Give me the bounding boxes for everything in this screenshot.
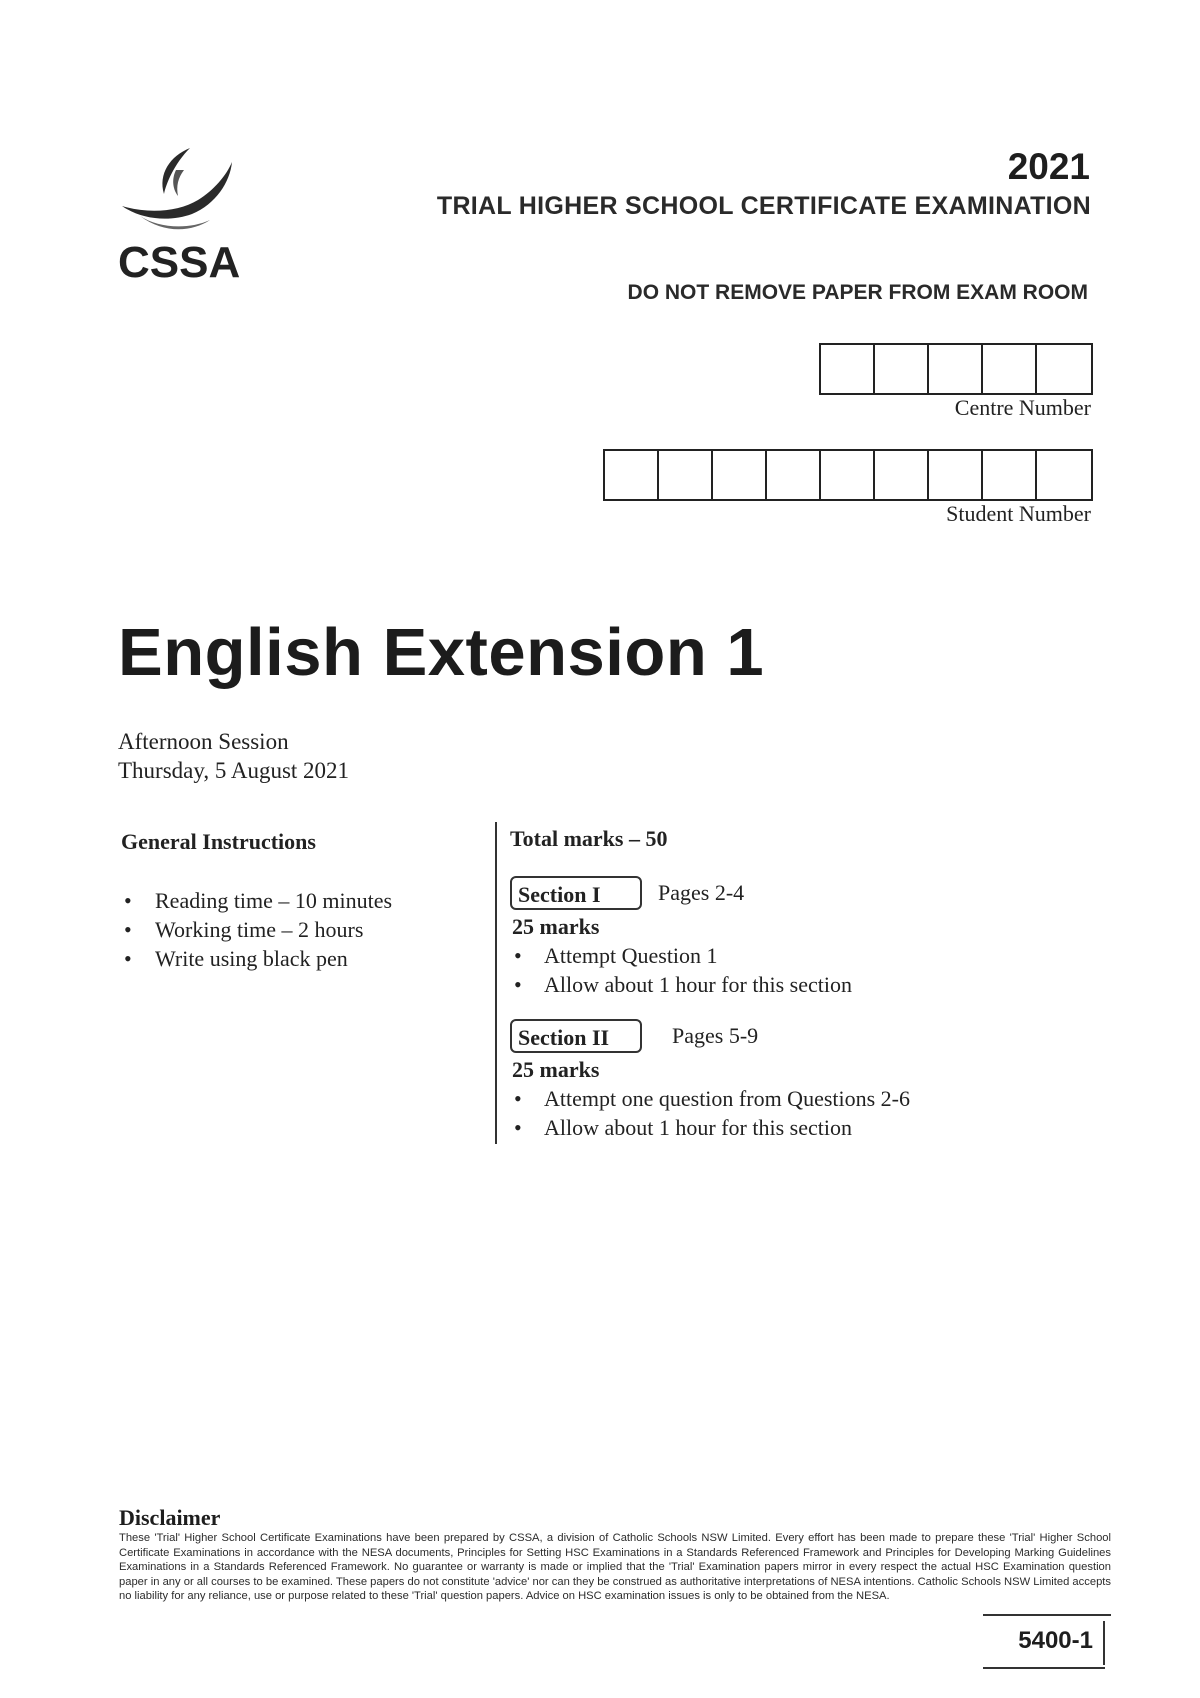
paper-code-underline: [983, 1667, 1105, 1669]
disclaimer-heading: Disclaimer: [119, 1505, 221, 1530]
section-two-block: [510, 1018, 1110, 1142]
total-marks: Total marks – 50: [510, 826, 668, 851]
instruction-item: • Write using black pen: [124, 944, 392, 973]
student-number-boxes[interactable]: [603, 449, 1093, 501]
centre-number-digit[interactable]: [1037, 345, 1091, 393]
paper-code-rule: [1103, 1621, 1105, 1665]
section-one-block: [510, 875, 1110, 999]
student-number-digit[interactable]: [659, 451, 713, 499]
marks-column: [510, 826, 1110, 1140]
session-name: Afternoon Session: [118, 729, 289, 754]
session-info: [118, 727, 349, 785]
section-one-pages: Pages 2-4: [658, 880, 745, 905]
centre-number-digit[interactable]: [929, 345, 983, 393]
footer-rule: [983, 1614, 1111, 1616]
disclaimer-text: These 'Trial' Higher School Certificate Examinations have been prepared by CSSA, a division of Catholic Schools NSW Limited. Every effort has been made to prepare these 'Trial' Higher School Certificate Examinations in accordance with the NESA documents, Principles for Setting HSC Examinations in a Standards Referenced Framework and Principles for Developing Marking Guidelines Examinations in a Standards Referenced Framework. No guarantee or warranty is made or implied that the 'Trial' Examination papers mirror in every respect the actual HSC Examination question paper in any or all courses to be examined. These papers do not constitute 'advice' nor can they be construed as authoritative interpretations of NESA intentions. Catholic Schools NSW Limited accepts no liability for any reliance, use or purpose related to these 'Trial' question papers. Advice on HSC examination issues is only to be obtained from the NESA.: [119, 1532, 1111, 1602]
student-number-digit[interactable]: [767, 451, 821, 499]
centre-number-label: Centre Number: [954, 395, 1091, 420]
paper-code: 5400-1: [1018, 1627, 1093, 1654]
student-number-digit[interactable]: [983, 451, 1037, 499]
section-one-item: • Allow about 1 hour for this section: [510, 970, 1110, 999]
column-divider: [495, 822, 497, 1144]
exam-title: TRIAL HIGHER SCHOOL CERTIFICATE EXAMINATION: [436, 192, 1091, 220]
cssa-logo: [118, 142, 258, 292]
instruction-item: • Working time – 2 hours: [124, 915, 392, 944]
centre-number-boxes[interactable]: [819, 343, 1093, 395]
section-two-item: • Attempt one question from Questions 2-6: [510, 1084, 1110, 1113]
section-one-item: • Attempt Question 1: [510, 941, 1110, 970]
section-two-item: • Allow about 1 hour for this section: [510, 1113, 1110, 1142]
centre-number-digit[interactable]: [821, 345, 875, 393]
centre-number-digit[interactable]: [875, 345, 929, 393]
exam-year: 2021: [1007, 146, 1090, 187]
subject-title: English Extension 1: [118, 615, 765, 690]
general-instructions-heading: General Instructions: [121, 829, 316, 854]
student-number-digit[interactable]: [605, 451, 659, 499]
section-two-pages: Pages 5-9: [672, 1023, 759, 1048]
centre-number-digit[interactable]: [983, 345, 1037, 393]
exam-room-notice: DO NOT REMOVE PAPER FROM EXAM ROOM: [627, 281, 1088, 304]
paper-code-box: [983, 1617, 1111, 1669]
student-number-digit[interactable]: [1037, 451, 1091, 499]
student-number-digit[interactable]: [713, 451, 767, 499]
section-two-marks: 25 marks: [512, 1057, 600, 1082]
general-instructions-list: [124, 886, 392, 973]
section-two-list: [510, 1084, 1110, 1142]
section-one-marks: 25 marks: [512, 914, 600, 939]
cssa-swoosh-icon: [118, 142, 258, 242]
student-number-label: Student Number: [946, 501, 1091, 526]
student-number-digit[interactable]: [875, 451, 929, 499]
section-one-list: [510, 941, 1110, 999]
section-two-badge: Section II: [510, 1019, 642, 1053]
student-number-digit[interactable]: [929, 451, 983, 499]
session-date: Thursday, 5 August 2021: [118, 758, 350, 783]
instruction-item: • Reading time – 10 minutes: [124, 886, 392, 915]
student-number-digit[interactable]: [821, 451, 875, 499]
logo-text: CSSA: [118, 238, 241, 287]
section-one-badge: Section I: [510, 876, 642, 910]
